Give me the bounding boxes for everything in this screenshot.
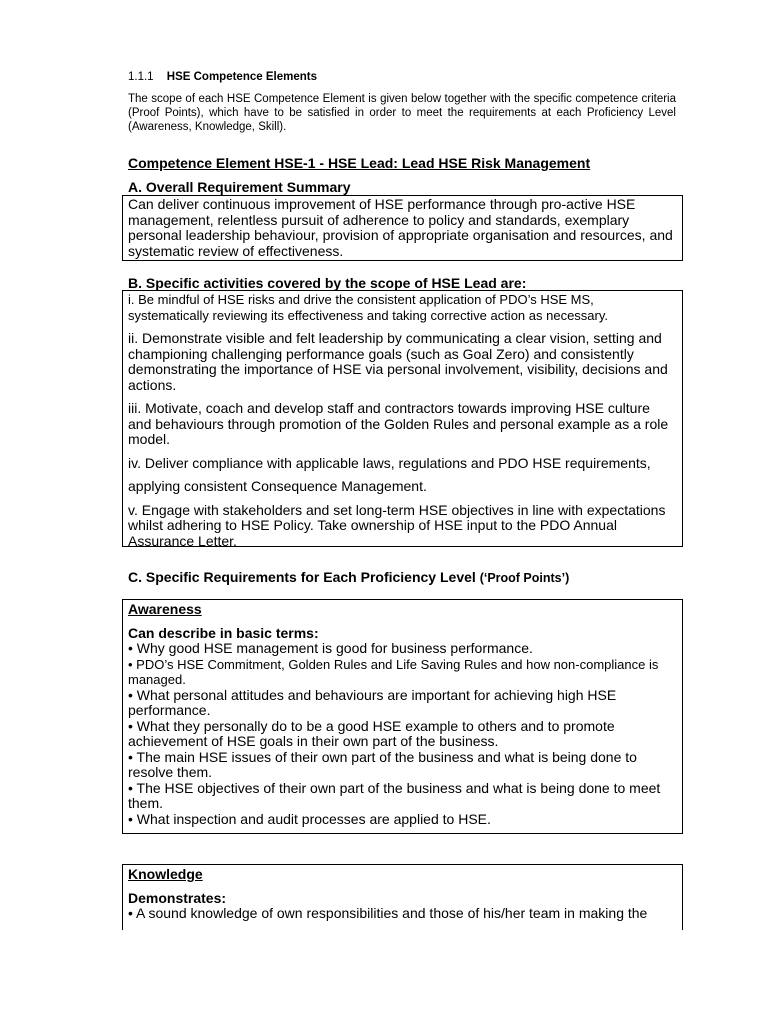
awareness-bullet: • Why good HSE management is good for business performance.: [128, 640, 533, 656]
knowledge-title: Knowledge: [128, 866, 203, 882]
overall-summary-box: [122, 195, 683, 261]
section-title: HSE Competence Elements: [166, 71, 317, 83]
awareness-bullet: • What personal attitudes and behaviours are important for achieving high HSE performance.: [128, 686, 617, 718]
knowledge-box: [122, 864, 683, 930]
awareness-bullet: • PDO’s HSE Commitment, Golden Rules and Life Saving Rules and how non-compliance is managed.: [128, 656, 659, 687]
awareness-title: Awareness: [128, 601, 202, 617]
section-number: 1.1.1: [128, 71, 154, 83]
activity-item-3: iii. Motivate, coach and develop staff and contractors towards improving HSE culture and behaviours through promotion of the Golden Rules and personal example as a role model.: [128, 400, 669, 447]
part-a-heading: A. Overall Requirement Summary: [128, 179, 351, 195]
knowledge-lead: Demonstrates:: [128, 889, 227, 906]
section-intro: The scope of each HSE Competence Element is given below together with the specific competence criteria (Proof Points), which have to be satisfied in order to meet the requirements at each Proficiency Level (Awareness, Knowledge, Skill).: [128, 93, 676, 133]
activity-item-4: iv. Deliver compliance with applicable laws, regulations and PDO HSE requirements,: [128, 454, 651, 471]
activity-item-1: i. Be mindful of HSE risks and drive the consistent application of PDO’s HSE MS, systematically reviewing its effectiveness and taking corrective action as necessary.: [128, 292, 609, 323]
activities-box: [122, 290, 683, 547]
part-c-heading: [128, 569, 569, 585]
part-b-heading: B. Specific activities covered by the scope of HSE Lead are:: [128, 275, 527, 291]
section-heading: [128, 71, 317, 83]
part-c-heading-text: C. Specific Requirements for Each Proficiency Level: [128, 569, 476, 585]
activity-item-2: ii. Demonstrate visible and felt leadership by communicating a clear vision, setting and championing challenging performance goals (such as Goal Zero) and consistently demonstrating the importance of HSE via personal involvement, visibility, decisions and actions.: [128, 330, 668, 393]
awareness-lead: Can describe in basic terms:: [128, 624, 319, 641]
awareness-bullet: • What inspection and audit processes are applied to HSE.: [128, 810, 491, 827]
proof-points-label: (‘Proof Points’): [479, 571, 570, 585]
activity-item-4-cont: applying consistent Consequence Management.: [128, 478, 427, 494]
awareness-bullet: • What they personally do to be a good HSE example to others and to promote achievement of HSE goals in their own part of the business.: [128, 717, 615, 749]
activity-item-5: v. Engage with stakeholders and set long-term HSE objectives in line with expectations whilst adhering to HSE Policy. Take ownership of HSE input to the PDO Annual Assurance Letter.: [128, 501, 666, 549]
overall-summary-text: Can deliver continuous improvement of HSE performance through pro-active HSE management, relentless pursuit of adherence to policy and standards, exemplary personal leadership behaviour, provision of appropriate organisation and resources, and systematic review of effectiveness.: [128, 196, 673, 259]
awareness-bullet: • The HSE objectives of their own part of the business and what is being done to meet them.: [128, 779, 661, 811]
knowledge-bullet: • A sound knowledge of own responsibilities and those of his/her team in making the: [128, 905, 648, 921]
awareness-box: [122, 599, 683, 834]
awareness-bullet: • The main HSE issues of their own part of the business and what is being done to resolve them.: [128, 748, 637, 780]
element-title: Competence Element HSE-1 - HSE Lead: Lead HSE Risk Management: [128, 155, 591, 171]
